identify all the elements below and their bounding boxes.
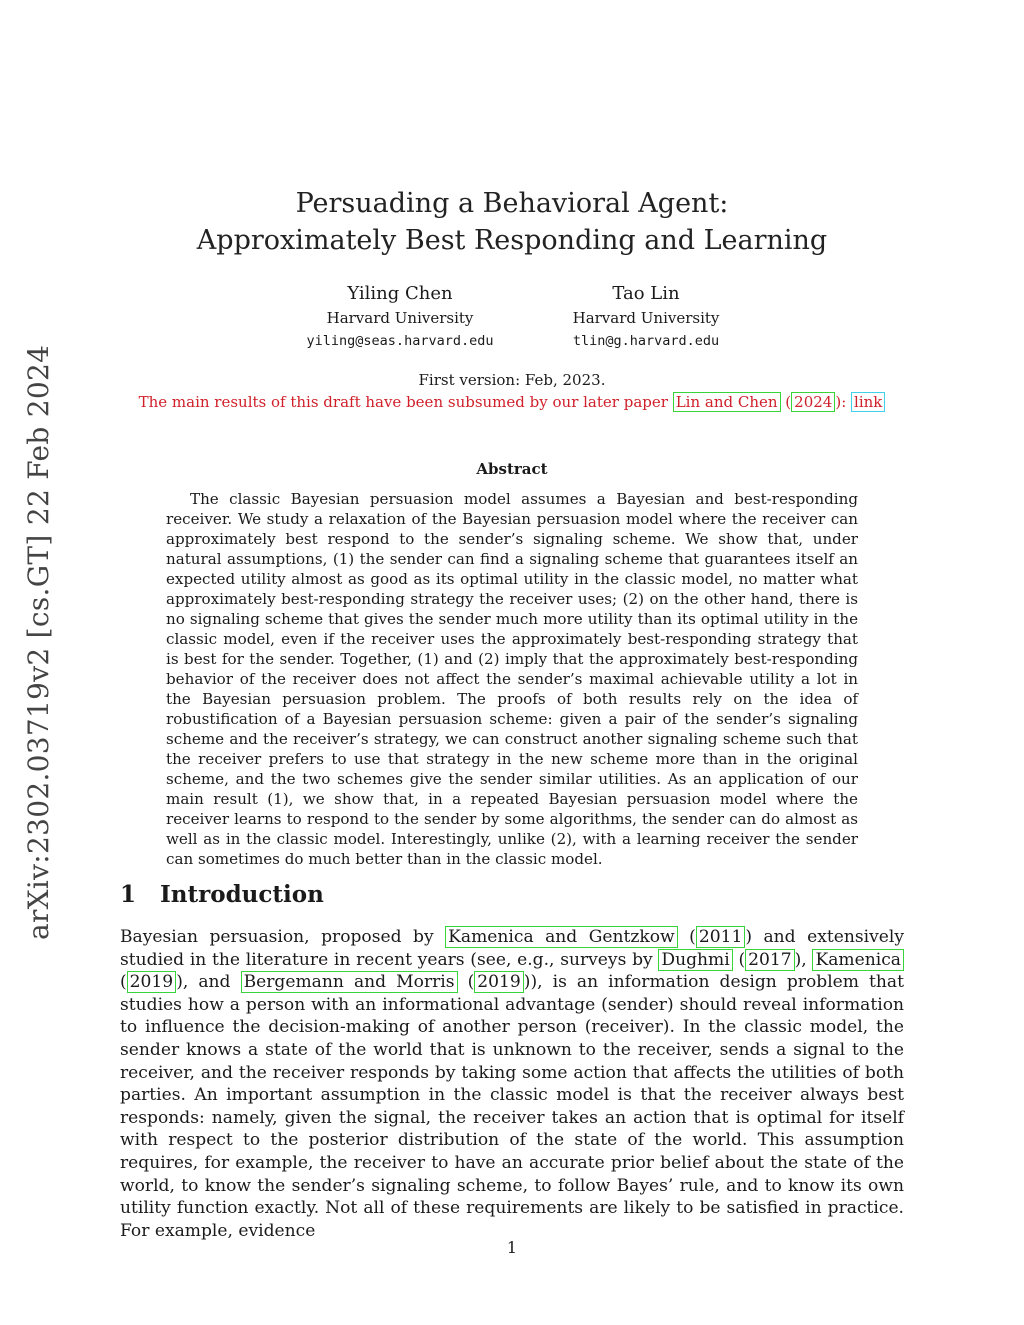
section-number: 1 [120, 881, 137, 908]
citation-link-dughmi[interactable]: Dughmi [658, 949, 732, 971]
paper-link[interactable]: link [851, 392, 885, 412]
page-number: 1 [506, 1238, 518, 1257]
paper-title-line-2: Approximately Best Responding and Learning [196, 225, 828, 256]
paragraph-text: ( [732, 949, 746, 970]
author-name: Yiling Chen [347, 283, 453, 304]
paragraph-text: Bayesian persuasion, proposed by [120, 927, 446, 947]
citation-link-lin-chen[interactable]: Lin and Chen [673, 392, 781, 412]
section-heading-introduction [120, 879, 324, 911]
notice-paren: ( [780, 393, 792, 411]
author-affiliation: Harvard University [572, 309, 720, 327]
arxiv-identifier: arXiv:2302.03719v2 [cs.GT] 22 Feb 2024 [22, 344, 55, 940]
section-title: Introduction [160, 881, 324, 908]
author-block-2 [516, 282, 776, 352]
subsumed-notice [0, 392, 1024, 412]
author-name: Tao Lin [612, 283, 680, 304]
abstract-heading: Abstract [476, 460, 548, 478]
notice-paren: ): [835, 393, 852, 411]
paragraph-text: ( [457, 972, 475, 993]
citation-year-link[interactable]: 2019 [127, 971, 177, 993]
notice-text: The main results of this draft have been subsumed by our later paper [138, 393, 673, 411]
paper-title-line-1: Persuading a Behavioral Agent: [295, 188, 729, 219]
paragraph-text: ) and extensively studied in the literature in recent years (see, e.g., surveys by [120, 927, 904, 970]
first-version-note: First version: Feb, 2023. [418, 371, 606, 389]
author-email[interactable]: tlin@g.harvard.edu [572, 333, 720, 349]
citation-year-link[interactable]: 2017 [745, 949, 795, 971]
author-email[interactable]: yiling@seas.harvard.edu [306, 333, 494, 349]
author-affiliation: Harvard University [326, 309, 474, 327]
paragraph-text: )), is an information design problem that studies how a person with an informational advantage (sender) should reveal information to influence the decision-making of another person (receiver). In the classic model, the sender knows a state of the world that is unknown to the receiver, sends a signal to the receiver, and the receiver responds by taking some action that affects the utilities of both parties. An important assumption in the classic model is that the receiver always best responds: namely, given the signal, the receiver takes an action that is optimal for itself with respect to the posterior distribution of the state of the world. This assumption requires, for example, the receiver to have an accurate prior belief about the state of the world, to know the sender’s signaling scheme, to follow Bayes’ rule, and to know its own utility function exactly. Not all of these requirements are likely to be satisfied in practice. For example, evidence [120, 972, 904, 1241]
citation-year-link[interactable]: 2024 [791, 392, 835, 412]
citation-link-kamenica-gentzkow[interactable]: Kamenica and Gentzkow [445, 926, 678, 948]
citation-year-link[interactable]: 2011 [696, 926, 746, 948]
citation-year-link[interactable]: 2019 [474, 971, 524, 993]
citation-link-kamenica[interactable]: Kamenica [812, 949, 904, 971]
paragraph-text: ), and [176, 972, 241, 993]
citation-link-bergemann-morris[interactable]: Bergemann and Morris [241, 971, 458, 993]
introduction-paragraph [120, 926, 904, 1242]
author-block-1 [270, 282, 530, 352]
paragraph-text: ( [120, 972, 127, 993]
paragraph-text: ), [794, 949, 813, 970]
abstract-text: The classic Bayesian persuasion model assumes a Bayesian and best-responding receiver. We study a relaxation of the Bayesian persuasion model where the receiver can approximately best respond to the sender’s signaling scheme. We show that, under natural assumptions, (1) the sender can find a signaling scheme that guarantees itself an expected utility almost as good as its optimal utility in the classic model, no matter what approximately best-responding strategy the receiver uses; (2) on the other hand, there is no signaling scheme that gives the sender much more utility than its optimal utility in the classic model, even if the receiver uses the approximately best-responding strategy that is best for the sender. Together, (1) and (2) imply that the approximately best-responding behavior of the receiver does not affect the sender’s maximal achievable utility a lot in the Bayesian persuasion problem. The proofs of both results rely on the idea of robustification of a Bayesian persuasion scheme: given a pair of the sender’s signaling scheme and the receiver’s strategy, we can construct another signaling scheme such that the receiver prefers to use that strategy in the new scheme more than in the original scheme, and the two schemes give the sender similar utilities. As an application of our main result (1), we show that, in a repeated Bayesian persuasion model where the receiver learns to respond to the sender by some algorithms, the sender can do almost as well as in the classic model. Interestingly, unlike (2), with a learning receiver the sender can sometimes do much better than in the classic model. [166, 490, 858, 868]
paragraph-text: ( [677, 927, 696, 947]
